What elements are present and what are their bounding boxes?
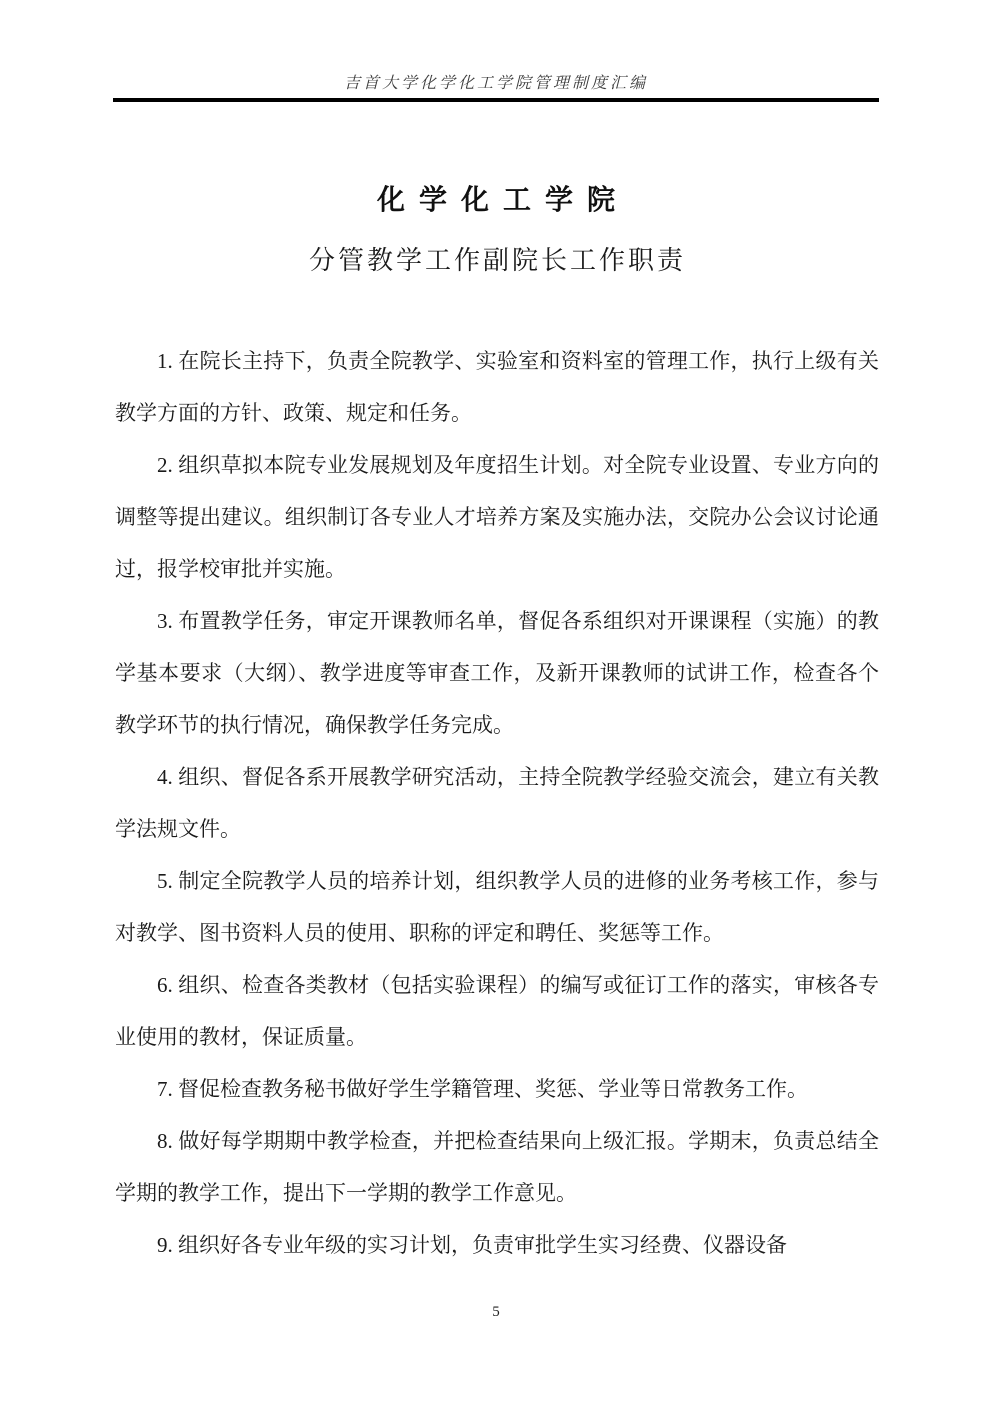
page-number: 5 xyxy=(492,1304,500,1320)
numbered-paragraph: 2. 组织草拟本院专业发展规划及年度招生计划。对全院专业设置、专业方向的调整等提出建议。组织制订各专业人才培养方案及实施办法，交院办公会议讨论通过，报学校审批并实施。 xyxy=(115,453,879,581)
numbered-paragraph: 8. 做好每学期期中教学检查，并把检查结果向上级汇报。学期末，负责总结全学期的教学工作，提出下一学期的教学工作意见。 xyxy=(115,1129,879,1205)
page-footer xyxy=(0,1303,992,1321)
document-title: 化学化工学院 xyxy=(376,185,629,216)
numbered-paragraph: 1. 在院长主持下，负责全院教学、实验室和资料室的管理工作，执行上级有关教学方面的方针、政策、规定和任务。 xyxy=(115,349,879,425)
numbered-paragraph: 3. 布置教学任务，审定开课教师名单，督促各系组织对开课课程（实施）的教学基本要求（大纲）、教学进度等审查工作，及新开课教师的试讲工作，检查各个教学环节的执行情况，确保教学任务完成。 xyxy=(115,609,879,737)
header-title: 吉首大学化学化工学院管理制度汇编 xyxy=(343,75,648,92)
document-body xyxy=(115,335,879,1271)
numbered-paragraph: 4. 组织、督促各系开展教学研究活动，主持全院教学经验交流会，建立有关教学法规文件。 xyxy=(115,765,879,841)
document-subtitle: 分管教学工作副院长工作职责 xyxy=(308,246,686,275)
numbered-paragraph: 6. 组织、检查各类教材（包括实验课程）的编写或征订工作的落实，审核各专业使用的教材，保证质量。 xyxy=(115,973,879,1049)
numbered-paragraph: 5. 制定全院教学人员的培养计划，组织教学人员的进修的业务考核工作，参与对教学、图书资料人员的使用、职称的评定和聘任、奖惩等工作。 xyxy=(115,869,879,945)
numbered-paragraph: 9. 组织好各专业年级的实习计划，负责审批学生实习经费、仪器设备 xyxy=(157,1233,787,1257)
page-header xyxy=(113,0,879,102)
numbered-paragraph: 7. 督促检查教务秘书做好学生学籍管理、奖惩、学业等日常教务工作。 xyxy=(157,1077,808,1101)
